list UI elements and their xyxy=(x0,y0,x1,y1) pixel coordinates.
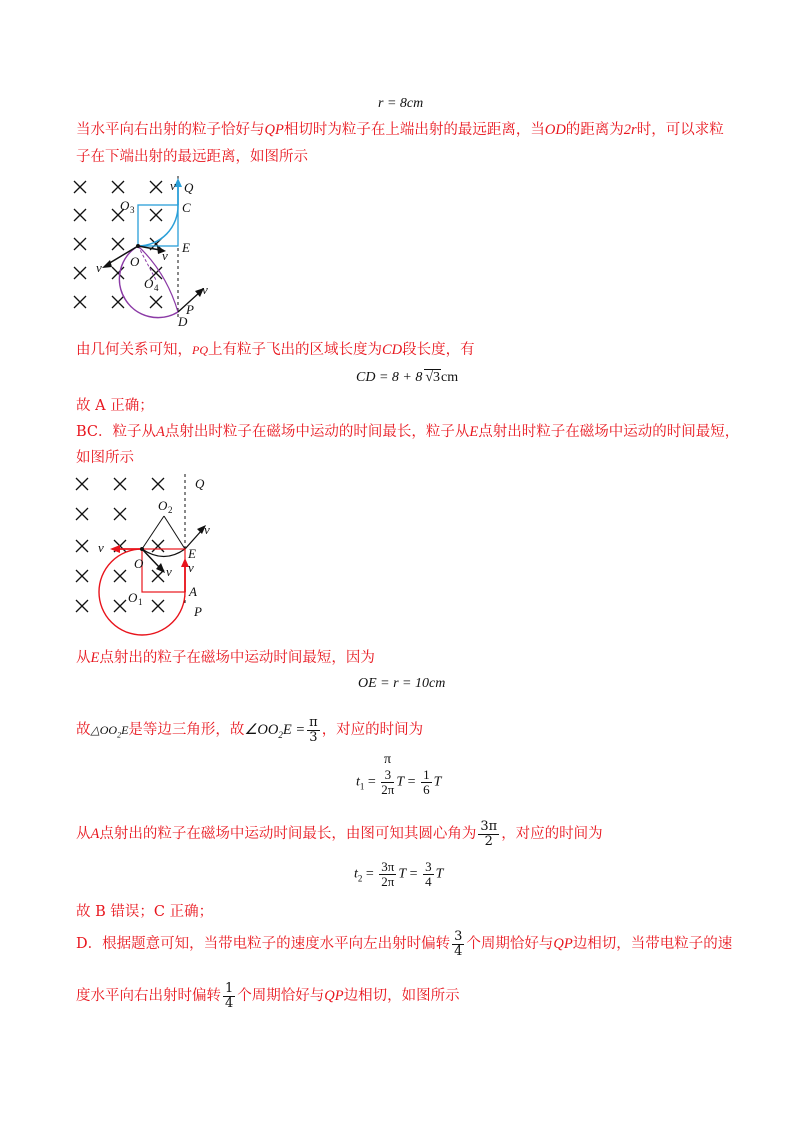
fig2-label-O1: O xyxy=(128,590,138,605)
figure-2-diagram xyxy=(70,472,220,642)
equation-radius: r = 8cm xyxy=(378,96,424,111)
fraction-3pi-over-2: $\frac{3\pi}{2}$ xyxy=(480,818,498,849)
fraction-3-over-4: $\frac{3}{4}$ xyxy=(454,928,463,959)
paragraph-10: 度水平向右出射时偏转 $\frac{1}{4}$ 个周期恰好与QP边相切，如图所示 xyxy=(76,980,460,1011)
fig2-label-v-up: v xyxy=(188,560,194,575)
fig2-label-E: E xyxy=(188,546,196,561)
svg-text:1: 1 xyxy=(138,597,143,607)
fig1-label-Q: Q xyxy=(184,180,194,195)
equation-t2: $t_2$ = $\frac{3\pi}{2\pi}$ T = $\frac{3}{4}$ T xyxy=(354,859,444,889)
fig2-label-v-right: v xyxy=(204,522,210,537)
paragraph-9: D．根据题意可知，当带电粒子的速度水平向左出射时偏转 $\frac{3}{4}$ 个周期恰好与QP边相切，当带电粒子的速 xyxy=(76,928,733,959)
fig1-label-v-top: v xyxy=(170,178,176,193)
fig2-label-P: P xyxy=(194,604,202,619)
equation-oe: OE = r = 10cm xyxy=(358,676,446,691)
fig1-label-v-left: v xyxy=(96,260,102,275)
svg-text:4: 4 xyxy=(154,283,159,293)
paragraph-1-line-1: 当水平向右出射的粒子恰好与QP相切时为粒子在上端出射的最远距离，当OD的距离为2r时，可以求粒 xyxy=(76,122,724,138)
fig2-label-O: O xyxy=(134,556,144,571)
paragraph-6: 故$\triangle OO_2E$是等边三角形，故$\angle OO_2E$ = $\frac{\pi}{3}$ ，对应的时间为 xyxy=(76,714,424,745)
fig1-label-v-mid: v xyxy=(162,248,168,263)
fig1-label-P: P xyxy=(186,302,194,317)
fig1-label-v-right: v xyxy=(202,282,208,297)
fraction-1-over-4: $\frac{1}{4}$ xyxy=(225,980,234,1011)
fig2-label-A: A xyxy=(189,584,197,599)
paragraph-3: 故 A 正确； xyxy=(76,398,154,414)
fig2-label-v-left: v xyxy=(98,540,104,555)
fig1-label-C: C xyxy=(182,200,191,215)
fig2-label-O2: O xyxy=(158,498,168,513)
fig2-label-v-mid: v xyxy=(166,564,172,579)
figure-1-diagram xyxy=(70,172,220,332)
paragraph-2: 由几何关系可知，PQ上有粒子飞出的区域长度为CD段长度，有 xyxy=(76,342,475,358)
fig2-label-Q: Q xyxy=(195,476,205,491)
paragraph-8: 故 B 错误；C 正确； xyxy=(76,904,214,920)
paragraph-7: 从A点射出的粒子在磁场中运动时间最长，由图可知其圆心角为 $\frac{3\pi}{2}$ ，对应的时间为 xyxy=(76,818,603,849)
paragraph-5: 从E点射出的粒子在磁场中运动时间最短，因为 xyxy=(76,650,375,666)
paragraph-4-line-2: 如图所示 xyxy=(76,450,134,466)
equation-t1-pi: π xyxy=(384,752,392,767)
equation-cd: CD = 8 + 8 √3cm xyxy=(356,370,459,385)
fig1-label-O: O xyxy=(130,254,140,269)
equation-t1: $t_1$ = $\frac{3}{2\pi}$ T = $\frac{1}{6}$ T xyxy=(356,767,442,797)
paragraph-1-line-2: 子在下端出射的最远距离，如图所示 xyxy=(76,149,308,165)
fraction-pi-over-3: $\frac{\pi}{3}$ xyxy=(309,714,318,745)
svg-text:3: 3 xyxy=(130,205,135,215)
fig1-label-O4: O xyxy=(144,276,154,291)
fig1-label-D: D xyxy=(178,314,188,329)
fig1-label-E: E xyxy=(182,240,190,255)
fig1-label-O3: O xyxy=(120,198,130,213)
paragraph-4-line-1: BC．粒子从A点射出时粒子在磁场中运动的时间最长，粒子从E点射出时粒子在磁场中运动的时间最短， xyxy=(76,424,740,440)
svg-text:2: 2 xyxy=(168,505,173,515)
